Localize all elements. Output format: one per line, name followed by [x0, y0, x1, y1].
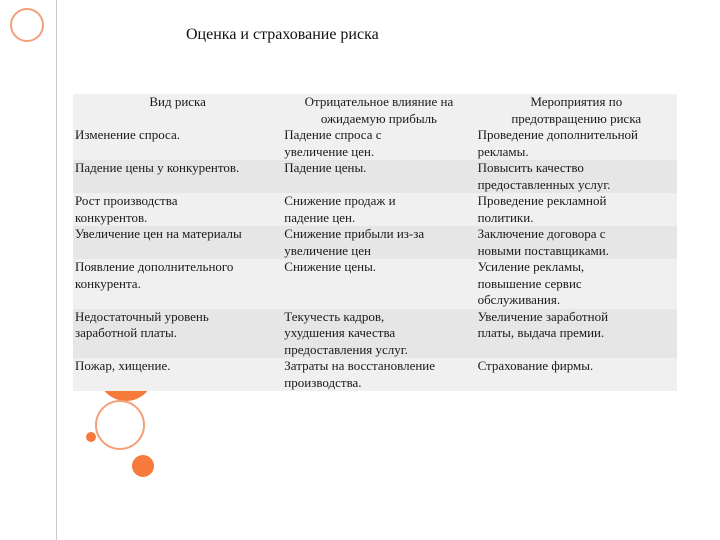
- table-body: [73, 127, 677, 391]
- header-line: предотвращению риска: [511, 110, 642, 126]
- negative-impact-cell: [282, 127, 475, 160]
- header-negative-impact: [282, 94, 475, 127]
- decorative-circle-outline-top: [10, 8, 44, 42]
- negative-impact-cell: [282, 309, 475, 359]
- cell-line: предоставления услуг.: [284, 341, 408, 357]
- risk-table: [73, 94, 677, 391]
- cell-line: Падение цены.: [284, 160, 367, 175]
- table-header-row: [73, 94, 677, 127]
- table-row: [73, 259, 677, 309]
- cell-line: Падение спроса с: [284, 127, 382, 142]
- cell-line: Снижение прибыли из-за: [284, 226, 425, 241]
- table-row: [73, 127, 677, 160]
- table-row: [73, 160, 677, 193]
- cell-line: ухудшения качества: [284, 325, 396, 340]
- risk-type-cell: [73, 127, 282, 160]
- cell-line: рекламы.: [477, 143, 529, 159]
- cell-line: Изменение спроса.: [75, 127, 180, 142]
- cell-line: Увеличение цен на материалы: [75, 226, 242, 241]
- measures-cell: [476, 259, 677, 309]
- cell-line: Рост производства: [75, 193, 178, 208]
- risk-type-cell: [73, 358, 282, 391]
- risk-type-cell: [73, 309, 282, 359]
- cell-line: предоставленных услуг.: [477, 176, 611, 192]
- negative-impact-cell: [282, 193, 475, 226]
- cell-line: Заключение договора с: [477, 226, 606, 241]
- cell-line: Появление дополнительного: [75, 259, 234, 274]
- cell-line: конкурента.: [75, 275, 141, 291]
- cell-line: платы, выдача премии.: [477, 325, 605, 340]
- cell-line: Проведение рекламной: [477, 193, 607, 208]
- negative-impact-cell: [282, 160, 475, 193]
- cell-line: Пожар, хищение.: [75, 358, 171, 373]
- cell-line: Усиление рекламы,: [477, 259, 585, 274]
- cell-line: Текучесть кадров,: [284, 308, 385, 324]
- measures-cell: [476, 160, 677, 193]
- negative-impact-cell: [282, 259, 475, 309]
- cell-line: увеличение цен.: [284, 143, 375, 159]
- cell-line: увеличение цен: [284, 242, 371, 258]
- cell-line: новыми поставщиками.: [477, 242, 609, 258]
- table-row: [73, 309, 677, 359]
- table-row: [73, 358, 677, 391]
- decorative-circle-outline-mid: [95, 400, 145, 450]
- decorative-circle-small-dot: [86, 432, 96, 442]
- cell-line: Проведение дополнительной: [477, 127, 639, 142]
- measures-cell: [476, 309, 677, 359]
- table-row: [73, 193, 677, 226]
- cell-line: Недостаточный уровень: [75, 308, 209, 324]
- measures-cell: [476, 193, 677, 226]
- cell-line: падение цен.: [284, 209, 356, 225]
- cell-line: Повысить качество: [477, 160, 584, 175]
- slide-title: Оценка и страхование риска: [186, 26, 379, 43]
- decorative-circle-small-filled: [132, 455, 154, 477]
- cell-line: повышение сервис: [477, 275, 582, 291]
- risk-type-cell: [73, 193, 282, 226]
- cell-line: Страхование фирмы.: [477, 358, 594, 373]
- header-line: Отрицательное влияние на: [304, 94, 454, 109]
- table-row: [73, 226, 677, 259]
- measures-cell: [476, 358, 677, 391]
- cell-line: Увеличение заработной: [477, 308, 609, 324]
- header-measures: [476, 94, 677, 127]
- cell-line: конкурентов.: [75, 209, 148, 225]
- negative-impact-cell: [282, 226, 475, 259]
- measures-cell: [476, 226, 677, 259]
- risk-type-cell: [73, 226, 282, 259]
- cell-line: Снижение цены.: [284, 259, 377, 274]
- measures-cell: [476, 127, 677, 160]
- cell-line: Затраты на восстановление: [284, 358, 436, 373]
- cell-line: Снижение продаж и: [284, 193, 396, 208]
- cell-line: Падение цены у конкурентов.: [75, 160, 240, 175]
- cell-line: производства.: [284, 374, 362, 390]
- header-line: Мероприятия по: [530, 94, 623, 109]
- header-line: Вид риска: [149, 94, 206, 109]
- cell-line: политики.: [477, 209, 534, 225]
- risk-type-cell: [73, 160, 282, 193]
- cell-line: обслуживания.: [477, 292, 561, 307]
- header-line: ожидаемую прибыль: [320, 110, 437, 126]
- cell-line: заработной платы.: [75, 325, 178, 340]
- header-risk-type: [73, 94, 282, 127]
- negative-impact-cell: [282, 358, 475, 391]
- risk-type-cell: [73, 259, 282, 309]
